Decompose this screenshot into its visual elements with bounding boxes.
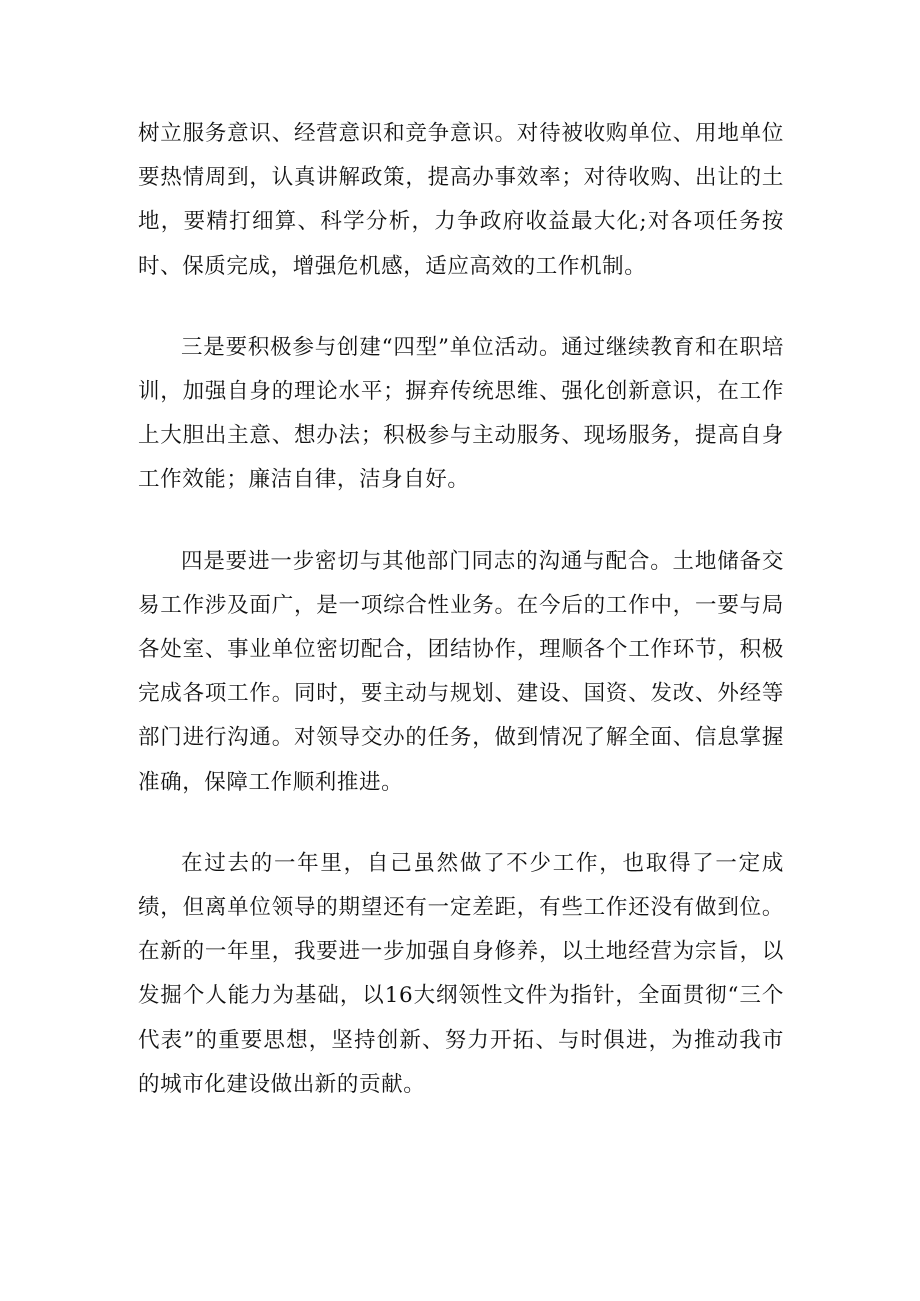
paragraph-department-communication: 四是要进一步密切与其他部门同志的沟通与配合。土地储备交易工作涉及面广，是一项综合性业务。在今后的工作中，一要与局各处室、事业单位密切配合，团结协作，理顺各个工作环节，积极完成各项工作。同时，要主动与规划、建设、国资、发改、外经等部门进行沟通。对领导交办的任务，做到情况了解全面、信息掌握准确，保障工作顺利推进。 [138,548,784,795]
paragraph-four-type-unit: 三是要积极参与创建“四型”单位活动。通过继续教育和在职培训，加强自身的理论水平；摒弃传统思维、强化创新意识，在工作上大胆出主意、想办法；积极参与主动服务、现场服务，提高自身工作效能；廉洁自律，洁身自好。 [138,334,784,493]
paragraph-service-awareness: 树立服务意识、经营意识和竞争意识。对待被收购单位、用地单位要热情周到，认真讲解政策，提高办事效率；对待收购、出让的土地，要精打细算、科学分析，力争政府收益最大化;对各项任务按时、保质完成，增强危机感，适应高效的工作机制。 [138,121,784,279]
paragraph-conclusion: 在过去的一年里，自己虽然做了不少工作，也取得了一定成绩，但离单位领导的期望还有一定差距，有些工作还没有做到位。在新的一年里，我要进一步加强自身修养，以土地经营为宗旨，以发掘个人能力为基础，以16大纲领性文件为指针，全面贯彻“三个代表”的重要思想，坚持创新、努力开拓、与时俱进，为推动我市的城市化建设做出新的贡献。 [138,850,784,1097]
document-body [138,112,784,1144]
